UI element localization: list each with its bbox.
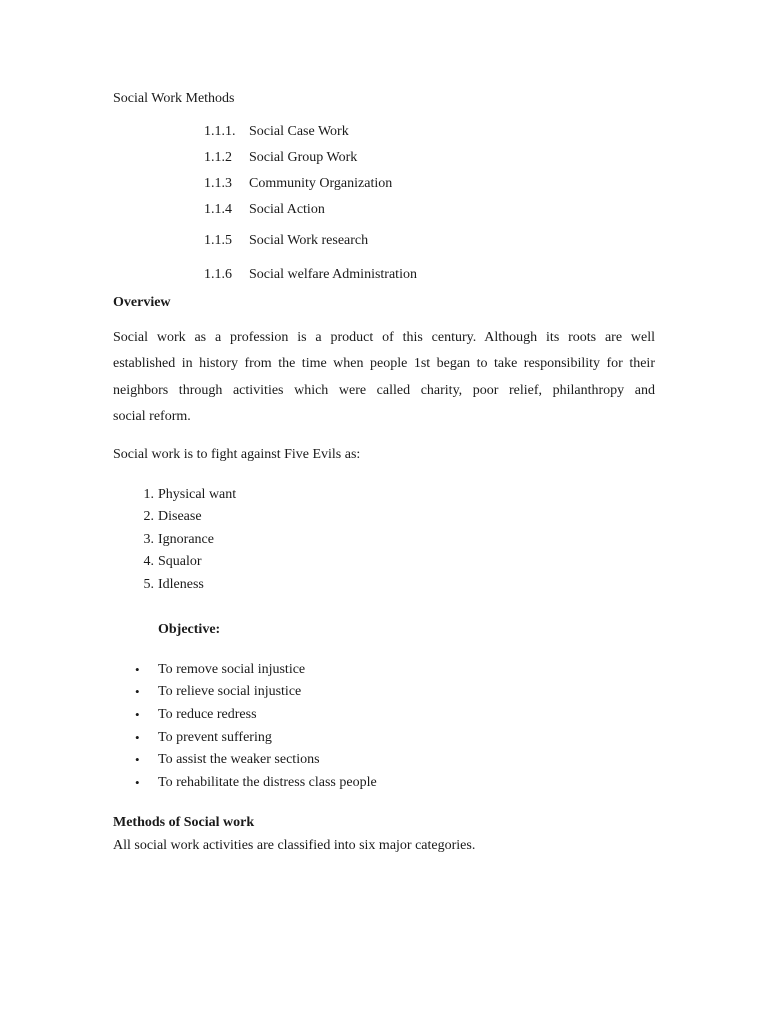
toc-item-label: Social Work research xyxy=(249,233,369,248)
methods-heading: Methods of Social work xyxy=(113,815,255,830)
paragraph-line: Social work as a profession is a product of this century. Although its roots are well xyxy=(113,330,655,345)
toc-number: 1.1.6 xyxy=(204,267,232,282)
paragraph-line: neighbors through activities which were called charity, poor relief, philanthropy and xyxy=(113,382,655,398)
toc-item-label: Social Group Work xyxy=(249,150,358,165)
list-item: To rehabilitate the distress class people xyxy=(158,775,377,790)
overview-paragraph xyxy=(113,325,655,430)
list-item: To reduce redress xyxy=(158,707,257,722)
bullet-icon: • xyxy=(135,775,140,790)
bullet-icon: • xyxy=(135,730,140,745)
list-item: To prevent suffering xyxy=(158,730,272,745)
toc-item-label: Social welfare Administration xyxy=(249,267,417,282)
paragraph-line: established in history from the time when people 1st began to take responsibility for their xyxy=(113,356,655,372)
list-item: Physical want xyxy=(158,487,237,502)
list-item: Squalor xyxy=(158,554,202,569)
toc-number: 1.1.5 xyxy=(204,233,232,248)
list-number: 3. xyxy=(143,532,154,547)
list-number: 1. xyxy=(143,487,154,502)
methods-paragraph: All social work activities are classified into six major categories. xyxy=(113,838,476,853)
toc-item-label: Social Case Work xyxy=(249,124,349,139)
bullet-icon: • xyxy=(135,662,140,677)
paragraph-line: social reform. xyxy=(113,408,191,424)
toc-number: 1.1.1. xyxy=(204,124,236,139)
list-item: To relieve social injustice xyxy=(158,684,302,699)
list-item: To assist the weaker sections xyxy=(158,752,320,767)
objective-heading: Objective: xyxy=(158,622,221,637)
toc-item-label: Community Organization xyxy=(249,176,393,191)
bullet-icon: • xyxy=(135,752,140,767)
toc-number: 1.1.3 xyxy=(204,176,232,191)
toc-number: 1.1.4 xyxy=(204,202,232,217)
list-item: Disease xyxy=(158,509,202,524)
list-number: 4. xyxy=(143,554,154,569)
bullet-icon: • xyxy=(135,707,140,722)
document-title: Social Work Methods xyxy=(113,91,235,106)
overview-heading: Overview xyxy=(113,295,171,310)
list-number: 2. xyxy=(143,509,154,524)
evils-intro: Social work is to fight against Five Evils as: xyxy=(113,447,361,462)
list-item: To remove social injustice xyxy=(158,662,306,677)
list-item: Ignorance xyxy=(158,532,214,547)
list-item: Idleness xyxy=(158,577,204,592)
bullet-icon: • xyxy=(135,684,140,699)
list-number: 5. xyxy=(143,577,154,592)
toc-number: 1.1.2 xyxy=(204,150,232,165)
toc-item-label: Social Action xyxy=(249,202,325,217)
